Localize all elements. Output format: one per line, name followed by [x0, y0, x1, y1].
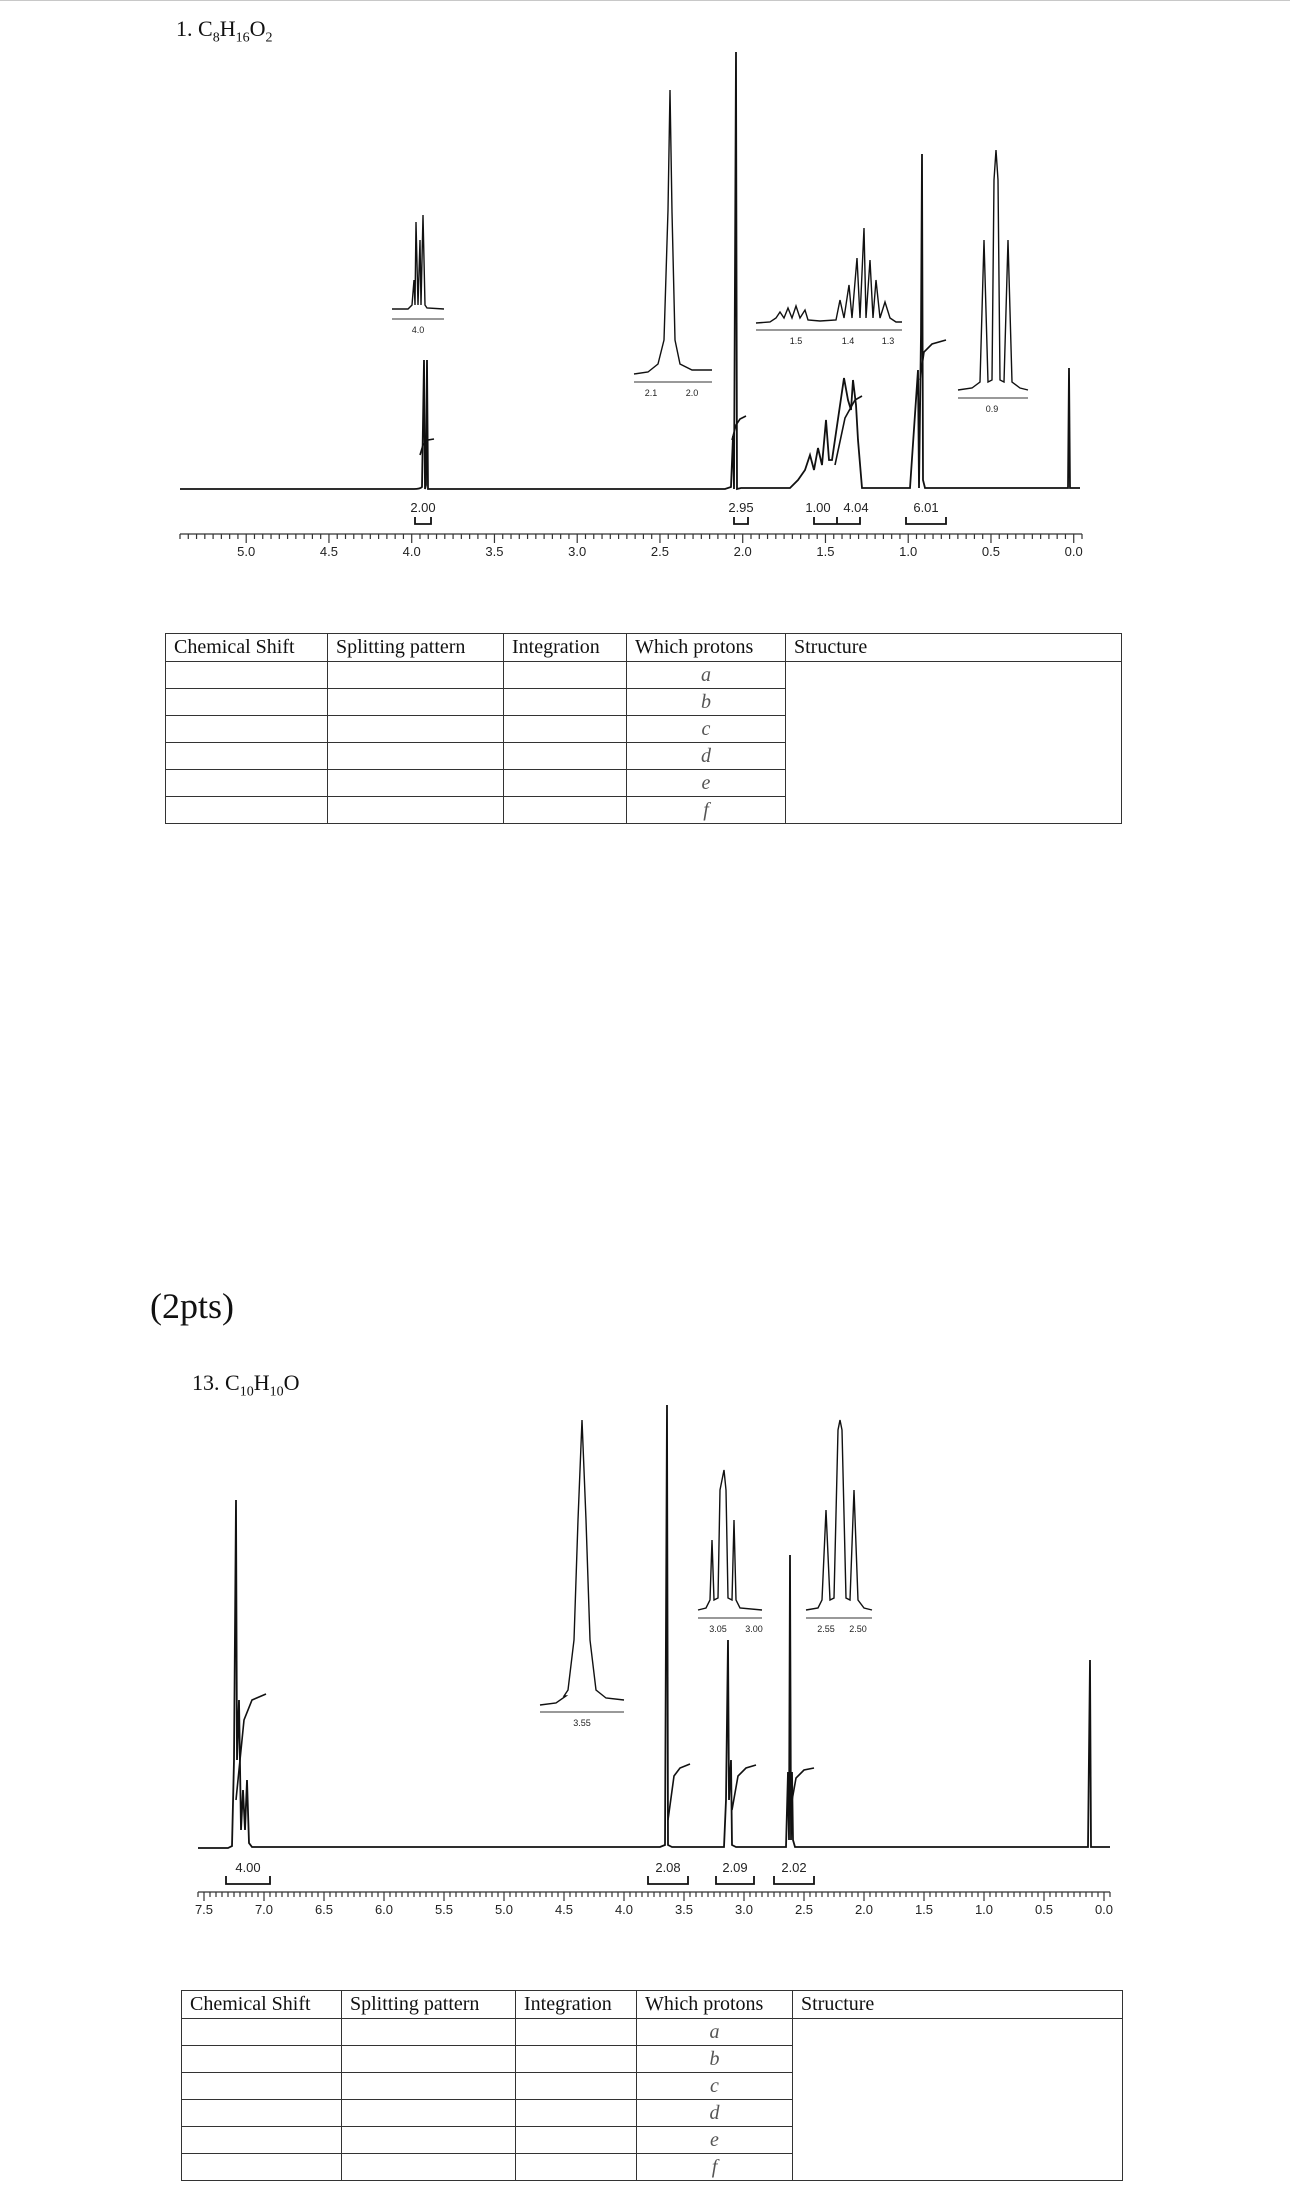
chemical-shift-cell[interactable]	[166, 716, 328, 743]
splitting-pattern-cell[interactable]	[328, 689, 504, 716]
table-row	[182, 2019, 1123, 2046]
formula-part: H	[219, 16, 236, 41]
which-protons-cell: f	[637, 2154, 793, 2181]
integration-label: 4.04	[843, 500, 869, 515]
which-protons-cell: d	[637, 2100, 793, 2127]
inset-tick-label: 1.3	[881, 336, 895, 346]
axis-tick-label: 5.0	[494, 1902, 514, 1917]
integration-cell[interactable]	[504, 716, 627, 743]
spectrum-13-inset-3.55	[540, 1420, 624, 1705]
axis-tick-label: 3.0	[568, 544, 587, 559]
splitting-pattern-cell[interactable]	[342, 2019, 516, 2046]
splitting-pattern-cell[interactable]	[342, 2046, 516, 2073]
header-which-protons: Which protons	[627, 634, 786, 662]
axis-tick-label: 2.0	[854, 1902, 874, 1917]
spectrum-1-axis	[180, 534, 1082, 543]
which-protons-cell: c	[627, 716, 786, 743]
integration-label: 2.08	[655, 1860, 681, 1875]
integration-cell[interactable]	[516, 2100, 637, 2127]
chemical-shift-cell[interactable]	[182, 2073, 342, 2100]
which-protons-cell: b	[637, 2046, 793, 2073]
inset-tick-label: 0.9	[985, 404, 999, 414]
header-integration: Integration	[504, 634, 627, 662]
integration-label: 2.95	[728, 500, 754, 515]
spectrum-1-axis-labels	[237, 544, 1083, 559]
points-label: (2pts)	[150, 1286, 234, 1326]
splitting-pattern-cell[interactable]	[342, 2127, 516, 2154]
axis-tick-label: 1.0	[974, 1902, 994, 1917]
axis-tick-label: 7.0	[254, 1902, 274, 1917]
chemical-shift-cell[interactable]	[166, 689, 328, 716]
integration-cell[interactable]	[504, 689, 627, 716]
axis-tick-label: 3.0	[734, 1902, 754, 1917]
axis-tick-label: 0.5	[981, 544, 1001, 559]
integration-cell[interactable]	[516, 2154, 637, 2181]
header-splitting-pattern: Splitting pattern	[328, 634, 504, 662]
spectrum-1	[0, 30, 1290, 610]
inset-tick-label: 3.00	[745, 1624, 763, 1634]
axis-tick-label: 4.0	[614, 1902, 634, 1917]
answer-table-13-header	[182, 1991, 1123, 2019]
header-structure: Structure	[793, 1991, 1123, 2019]
structure-cell[interactable]	[786, 662, 1122, 824]
integration-cell[interactable]	[504, 770, 627, 797]
which-protons-cell: f	[627, 797, 786, 824]
inset-tick-label: 2.50	[849, 1624, 867, 1634]
formula-part: 8	[212, 30, 220, 46]
chemical-shift-cell[interactable]	[166, 743, 328, 770]
spectrum-13-axis-labels	[195, 1902, 1113, 1917]
formula-part: 16	[235, 30, 250, 46]
integration-label: 2.02	[781, 1860, 807, 1875]
axis-tick-label: 6.0	[374, 1902, 394, 1917]
spectrum-13-integration-brackets	[226, 1876, 814, 1884]
axis-tick-label: 2.5	[650, 544, 670, 559]
top-rule	[0, 0, 1290, 1]
answer-table-1-header	[166, 634, 1122, 662]
inset-tick-label: 4.0	[411, 325, 425, 335]
spectrum-13	[0, 1390, 1290, 1950]
which-protons-cell: b	[627, 689, 786, 716]
chemical-shift-cell[interactable]	[166, 770, 328, 797]
which-protons-cell: e	[637, 2127, 793, 2154]
spectrum-13-axis	[198, 1892, 1110, 1901]
spectrum-13-inset-3.05	[698, 1470, 762, 1610]
inset-tick-label: 3.05	[709, 1624, 727, 1634]
splitting-pattern-cell[interactable]	[328, 662, 504, 689]
axis-tick-label: 3.5	[485, 544, 504, 559]
splitting-pattern-cell[interactable]	[328, 716, 504, 743]
answer-table-13	[181, 1990, 1123, 2181]
integration-label: 1.00	[805, 500, 831, 515]
inset-tick-label: 2.1	[644, 388, 658, 398]
spectrum-1-integration-brackets	[415, 517, 946, 524]
axis-tick-label: 2.5	[794, 1902, 814, 1917]
inset-tick-label: 2.55	[817, 1624, 835, 1634]
formula-part: C	[198, 16, 213, 41]
inset-tick-label: 3.55	[573, 1718, 591, 1728]
axis-tick-label: 7.5	[194, 1902, 214, 1917]
which-protons-cell: d	[627, 743, 786, 770]
axis-tick-label: 4.5	[554, 1902, 574, 1917]
axis-tick-label: 4.5	[319, 544, 338, 559]
header-chemical-shift: Chemical Shift	[182, 1991, 342, 2019]
formula-part: C	[225, 1370, 240, 1395]
integration-cell[interactable]	[504, 797, 627, 824]
chemical-shift-cell[interactable]	[182, 2154, 342, 2181]
spectrum-13-integration-labels	[235, 1860, 806, 1875]
splitting-pattern-cell[interactable]	[342, 2073, 516, 2100]
integration-cell[interactable]	[504, 662, 627, 689]
table-row	[166, 662, 1122, 689]
spectrum-1-baseline	[180, 52, 1080, 489]
formula-part: H	[253, 1370, 270, 1395]
splitting-pattern-cell[interactable]	[328, 770, 504, 797]
header-structure: Structure	[786, 634, 1122, 662]
formula-part: 10	[269, 1384, 284, 1400]
axis-tick-label: 1.5	[914, 1902, 934, 1917]
problem-1-number: 1.	[176, 16, 193, 41]
axis-tick-label: 0.0	[1064, 544, 1083, 559]
header-chemical-shift: Chemical Shift	[166, 634, 328, 662]
integration-label: 2.00	[410, 500, 436, 515]
inset-tick-label: 1.5	[789, 336, 803, 346]
formula-part: 2	[265, 30, 273, 46]
axis-tick-label: 2.0	[733, 544, 752, 559]
integration-cell[interactable]	[516, 2046, 637, 2073]
integration-cell[interactable]	[516, 2127, 637, 2154]
spectrum-13-inset-2.55	[806, 1420, 872, 1610]
spectrum-1-inset-0.9	[958, 150, 1028, 390]
spectrum-1-integration-labels	[410, 500, 938, 515]
splitting-pattern-cell[interactable]	[328, 743, 504, 770]
chemical-shift-cell[interactable]	[182, 2019, 342, 2046]
axis-tick-label: 0.0	[1094, 1902, 1114, 1917]
which-protons-cell: c	[637, 2073, 793, 2100]
axis-tick-label: 1.5	[816, 544, 835, 559]
axis-tick-label: 6.5	[314, 1902, 334, 1917]
spectrum-1-integral	[420, 340, 946, 465]
axis-tick-label: 5.0	[237, 544, 256, 559]
inset-tick-label: 2.0	[685, 388, 699, 398]
answer-table-1	[165, 633, 1122, 824]
which-protons-cell: a	[637, 2019, 793, 2046]
header-splitting-pattern: Splitting pattern	[342, 1991, 516, 2019]
spectrum-1-inset-1.5	[756, 228, 902, 323]
integration-cell[interactable]	[504, 743, 627, 770]
axis-tick-label: 0.5	[1034, 1902, 1054, 1917]
axis-tick-label: 3.5	[674, 1902, 694, 1917]
inset-tick-label: 1.4	[841, 336, 855, 346]
header-which-protons: Which protons	[637, 1991, 793, 2019]
chemical-shift-cell[interactable]	[182, 2127, 342, 2154]
axis-tick-label: 5.5	[434, 1902, 454, 1917]
chemical-shift-cell[interactable]	[182, 2100, 342, 2127]
integration-label: 6.01	[913, 500, 939, 515]
formula-part: O	[249, 16, 266, 41]
header-integration: Integration	[516, 1991, 637, 2019]
chemical-shift-cell[interactable]	[182, 2046, 342, 2073]
integration-label: 2.09	[722, 1860, 748, 1875]
spectrum-13-baseline	[198, 1405, 1110, 1848]
integration-cell[interactable]	[516, 2073, 637, 2100]
integration-label: 4.00	[235, 1860, 261, 1875]
formula-part: 10	[239, 1384, 254, 1400]
splitting-pattern-cell[interactable]	[342, 2100, 516, 2127]
splitting-pattern-cell[interactable]	[342, 2154, 516, 2181]
chemical-shift-cell[interactable]	[166, 662, 328, 689]
integration-cell[interactable]	[516, 2019, 637, 2046]
spectrum-1-inset-2.0	[634, 90, 712, 374]
which-protons-cell: a	[627, 662, 786, 689]
splitting-pattern-cell[interactable]	[328, 797, 504, 824]
axis-tick-label: 1.0	[899, 544, 918, 559]
formula-part: O	[283, 1370, 300, 1395]
chemical-shift-cell[interactable]	[166, 797, 328, 824]
which-protons-cell: e	[627, 770, 786, 797]
problem-13-number: 13.	[192, 1370, 220, 1395]
axis-tick-label: 4.0	[402, 544, 421, 559]
spectrum-1-inset-4.0	[392, 215, 444, 309]
structure-cell[interactable]	[793, 2019, 1123, 2181]
